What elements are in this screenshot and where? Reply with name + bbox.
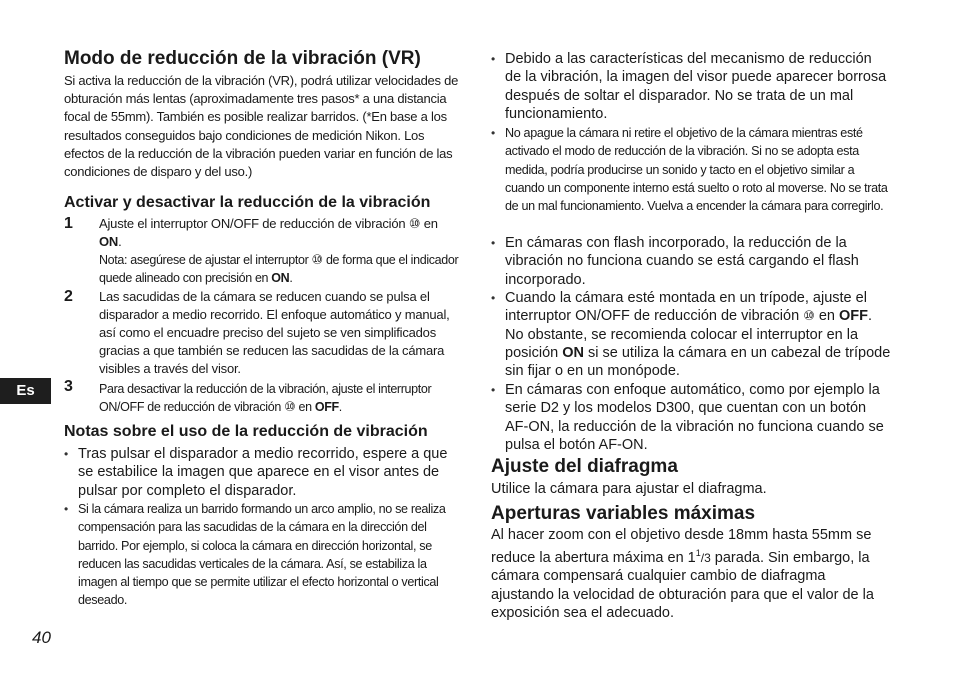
step-1-note: Nota: asegúrese de ajustar el interruptor ⑩ de forma que el indicador quede alineado con precisión en ON. <box>99 252 459 285</box>
bullet-dot: • <box>491 126 496 140</box>
vr-switch-callout-icon: ⑩ <box>408 216 421 231</box>
note-item: Debido a las características del mecanismo de reducción de la vibración, la imagen del visor puede aparecer borrosa después de soltar el disparador. No se trata de un mal funcionamiento. <box>505 51 887 122</box>
page-number: 40 <box>32 628 51 647</box>
step-3-number: 3 <box>64 378 73 395</box>
vr-switch-callout-icon: ⑩ <box>803 308 815 324</box>
note-item: En cámaras con enfoque automático, como por ejemplo la serie D2 y los modelos D300, que cuentan con un botón AF-ON, la reducción de la vibración no funciona cuando se pulsa el botón AF-ON. <box>505 382 884 453</box>
tripod-note: Cuando la cámara esté montada en un trípode, ajuste el interruptor ON/OFF de reducción de vibración ⑩ en OFF. No obstante, se recomienda colocar el interruptor en la posición ON si se utiliza la cámara en un cabezal de trípode sin fijar o en un monópode. <box>505 290 891 380</box>
step-3-text: Para desactivar la reducción de la vibración, ajuste el interruptor ON/OFF de reducción de vibración ⑩ en OFF. <box>99 382 432 414</box>
vr-mode-title: Modo de reducción de la vibración (VR) <box>64 48 421 69</box>
vr-switch-callout-icon: ⑩ <box>311 252 323 267</box>
note-item: Tras pulsar el disparador a medio recorrido, espere a que se estabilice la imagen que aparece en el visor antes de pulsar por completo el disparador. <box>78 446 448 499</box>
bullet-dot: • <box>64 502 69 516</box>
vr-switch-callout-icon: ⑩ <box>284 399 296 414</box>
step-1-number: 1 <box>64 215 73 232</box>
bullet-dot: • <box>64 447 69 461</box>
aperture-title: Ajuste del diafragma <box>491 456 678 477</box>
bullet-dot: • <box>491 291 496 305</box>
step-2-text: Las sacudidas de la cámara se reducen cuando se pulsa el disparador a medio recorrido. El enfoque automático y manual, así como el encuadre preciso del sujeto se ven simplificados gracias a que también se reducen las sacudidas de la cámara visibles a través del visor. <box>99 289 450 376</box>
step-2-number: 2 <box>64 288 73 305</box>
bullet-dot: • <box>491 52 496 66</box>
vr-toggle-heading: Activar y desactivar la reducción de la vibración <box>64 194 431 211</box>
note-item: No apague la cámara ni retire el objetivo de la cámara mientras esté activado el modo de reducción de la vibración. Si no se adopta esta medida, podría producirse un sonido y tacto en el objetivo similar a cuando un componente interno está suelto o roto al moverse. No se trata de un mal funcionamiento. Vuelva a encender la cámara para corregirlo. <box>505 126 888 214</box>
note-item: Si la cámara realiza un barrido formando un arco amplio, no se realiza compensación para las sacudidas de la cámara en la dirección del barrido. Por ejemplo, si coloca la cámara en dirección horizontal, se reducen las sacudidas verticales de la cámara. Así, se estabiliza la imagen al tiempo que se permite utilizar el efecto horizontal o vertical deseado. <box>78 502 446 608</box>
step-1-text: Ajuste el interruptor ON/OFF de reducción de vibración ⑩ en ON. Nota: asegúrese de ajustar el interruptor ⑩ de forma que el indicador quede alineado con precisión en ON. <box>99 216 459 285</box>
bullet-dot: • <box>491 383 496 397</box>
variable-aperture-text: Al hacer zoom con el objetivo desde 18mm hasta 55mm se reduce la abertura máxima en $1^1/3$ parada. Sin embargo, la cámara compensará cualquier cambio de diafragma ajustando la velocidad de obturación para que el valor de la exposición sea el adecuado. <box>491 527 874 622</box>
bullet-dot: • <box>491 236 496 250</box>
variable-aperture-title: Aperturas variables máximas <box>491 503 756 524</box>
language-tab: Es <box>0 378 51 404</box>
note-item: En cámaras con flash incorporado, la reducción de la vibración no funciona cuando se está cargando el flash incorporado. <box>505 235 859 288</box>
vr-intro-paragraph: Si activa la reducción de la vibración (VR), podrá utilizar velocidades de obturación más lentas (aproximadamente tres pasos* a una distancia focal de 55mm). También es posible realizar barridos. (*En base a los resultados conseguidos bajo condiciones de medición Nikon. Los efectos de la reducción de la vibración pueden variar en función de las condiciones de disparo y del uso.) <box>64 73 459 180</box>
vr-notes-heading: Notas sobre el uso de la reducción de vibración <box>64 423 428 440</box>
aperture-text: Utilice la cámara para ajustar el diafragma. <box>491 481 767 497</box>
